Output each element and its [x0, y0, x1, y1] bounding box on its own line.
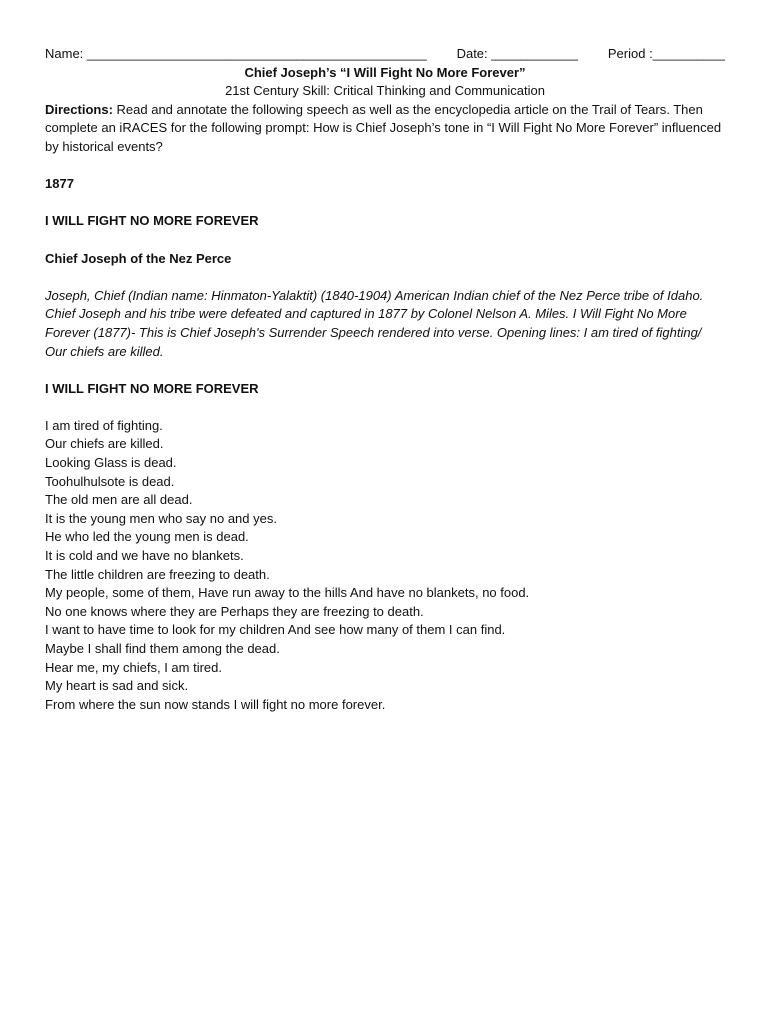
directions-text: Read and annotate the following speech as well as the encyclopedia article on the Trail of Tears. Then complete an iRACES for the following prompt: How is Chief Joseph’s tone in “I Will Fight No More Forever” influenced by historical events?: [45, 101, 722, 154]
name-field: Name: _______________________________________________: [45, 46, 427, 61]
poem-line: No one knows where they are Perhaps they are freezing to death.: [45, 603, 424, 619]
poem-line: Our chiefs are killed.: [45, 436, 164, 452]
poem-line: Toohulhulsote is dead.: [45, 473, 175, 489]
poem-line: It is cold and we have no blankets.: [45, 548, 244, 564]
bio-paragraph: Joseph, Chief (Indian name: Hinmaton-Yalaktit) (1840-1904) American Indian chief of the Nez Perce tribe of Idaho. Chief Joseph and his tribe were defeated and captured in 1877 by Colonel Nelson A. Miles. I Will Fight No More Forever (1877)- This is Chief Joseph's Surrender Speech rendered into verse. Opening lines: I am tired of fighting/ Our chiefs are killed.: [45, 287, 704, 359]
poem-heading: I WILL FIGHT NO MORE FOREVER: [45, 380, 259, 396]
poem-line: He who led the young men is dead.: [45, 529, 249, 545]
document-subtitle: 21st Century Skill: Critical Thinking and Communication: [225, 83, 545, 99]
poem-line: The old men are all dead.: [45, 492, 193, 508]
date-field: Date: ____________: [456, 46, 579, 61]
header-fields: [45, 45, 725, 64]
document-body: [45, 45, 725, 714]
poem-line: Maybe I shall find them among the dead.: [45, 641, 280, 656]
poem-line: It is the young men who say no and yes.: [45, 510, 277, 526]
poem-line: My people, some of them, Have run away to the hills And have no blankets, no food.: [45, 585, 530, 601]
poem-line: The little children are freezing to death.: [45, 566, 270, 582]
poem-line: Looking Glass is dead.: [45, 455, 177, 471]
speech-heading: I WILL FIGHT NO MORE FOREVER: [45, 213, 259, 229]
author-heading: Chief Joseph of the Nez Perce: [45, 250, 232, 266]
poem-line: I am tired of fighting.: [45, 417, 163, 433]
directions-label: Directions:: [45, 101, 113, 117]
poem-line: I want to have time to look for my children And see how many of them I can find.: [45, 622, 506, 638]
poem-line: My heart is sad and sick.: [45, 678, 189, 694]
year-heading: 1877: [45, 176, 74, 192]
poem-body: [45, 417, 725, 715]
period-field: Period :__________: [607, 46, 725, 61]
poem-line: From where the sun now stands I will fight no more forever.: [45, 696, 386, 712]
document-title: Chief Joseph’s “I Will Fight No More Forever”: [244, 64, 526, 80]
directions-paragraph: [45, 101, 725, 157]
poem-line: Hear me, my chiefs, I am tired.: [45, 659, 222, 675]
